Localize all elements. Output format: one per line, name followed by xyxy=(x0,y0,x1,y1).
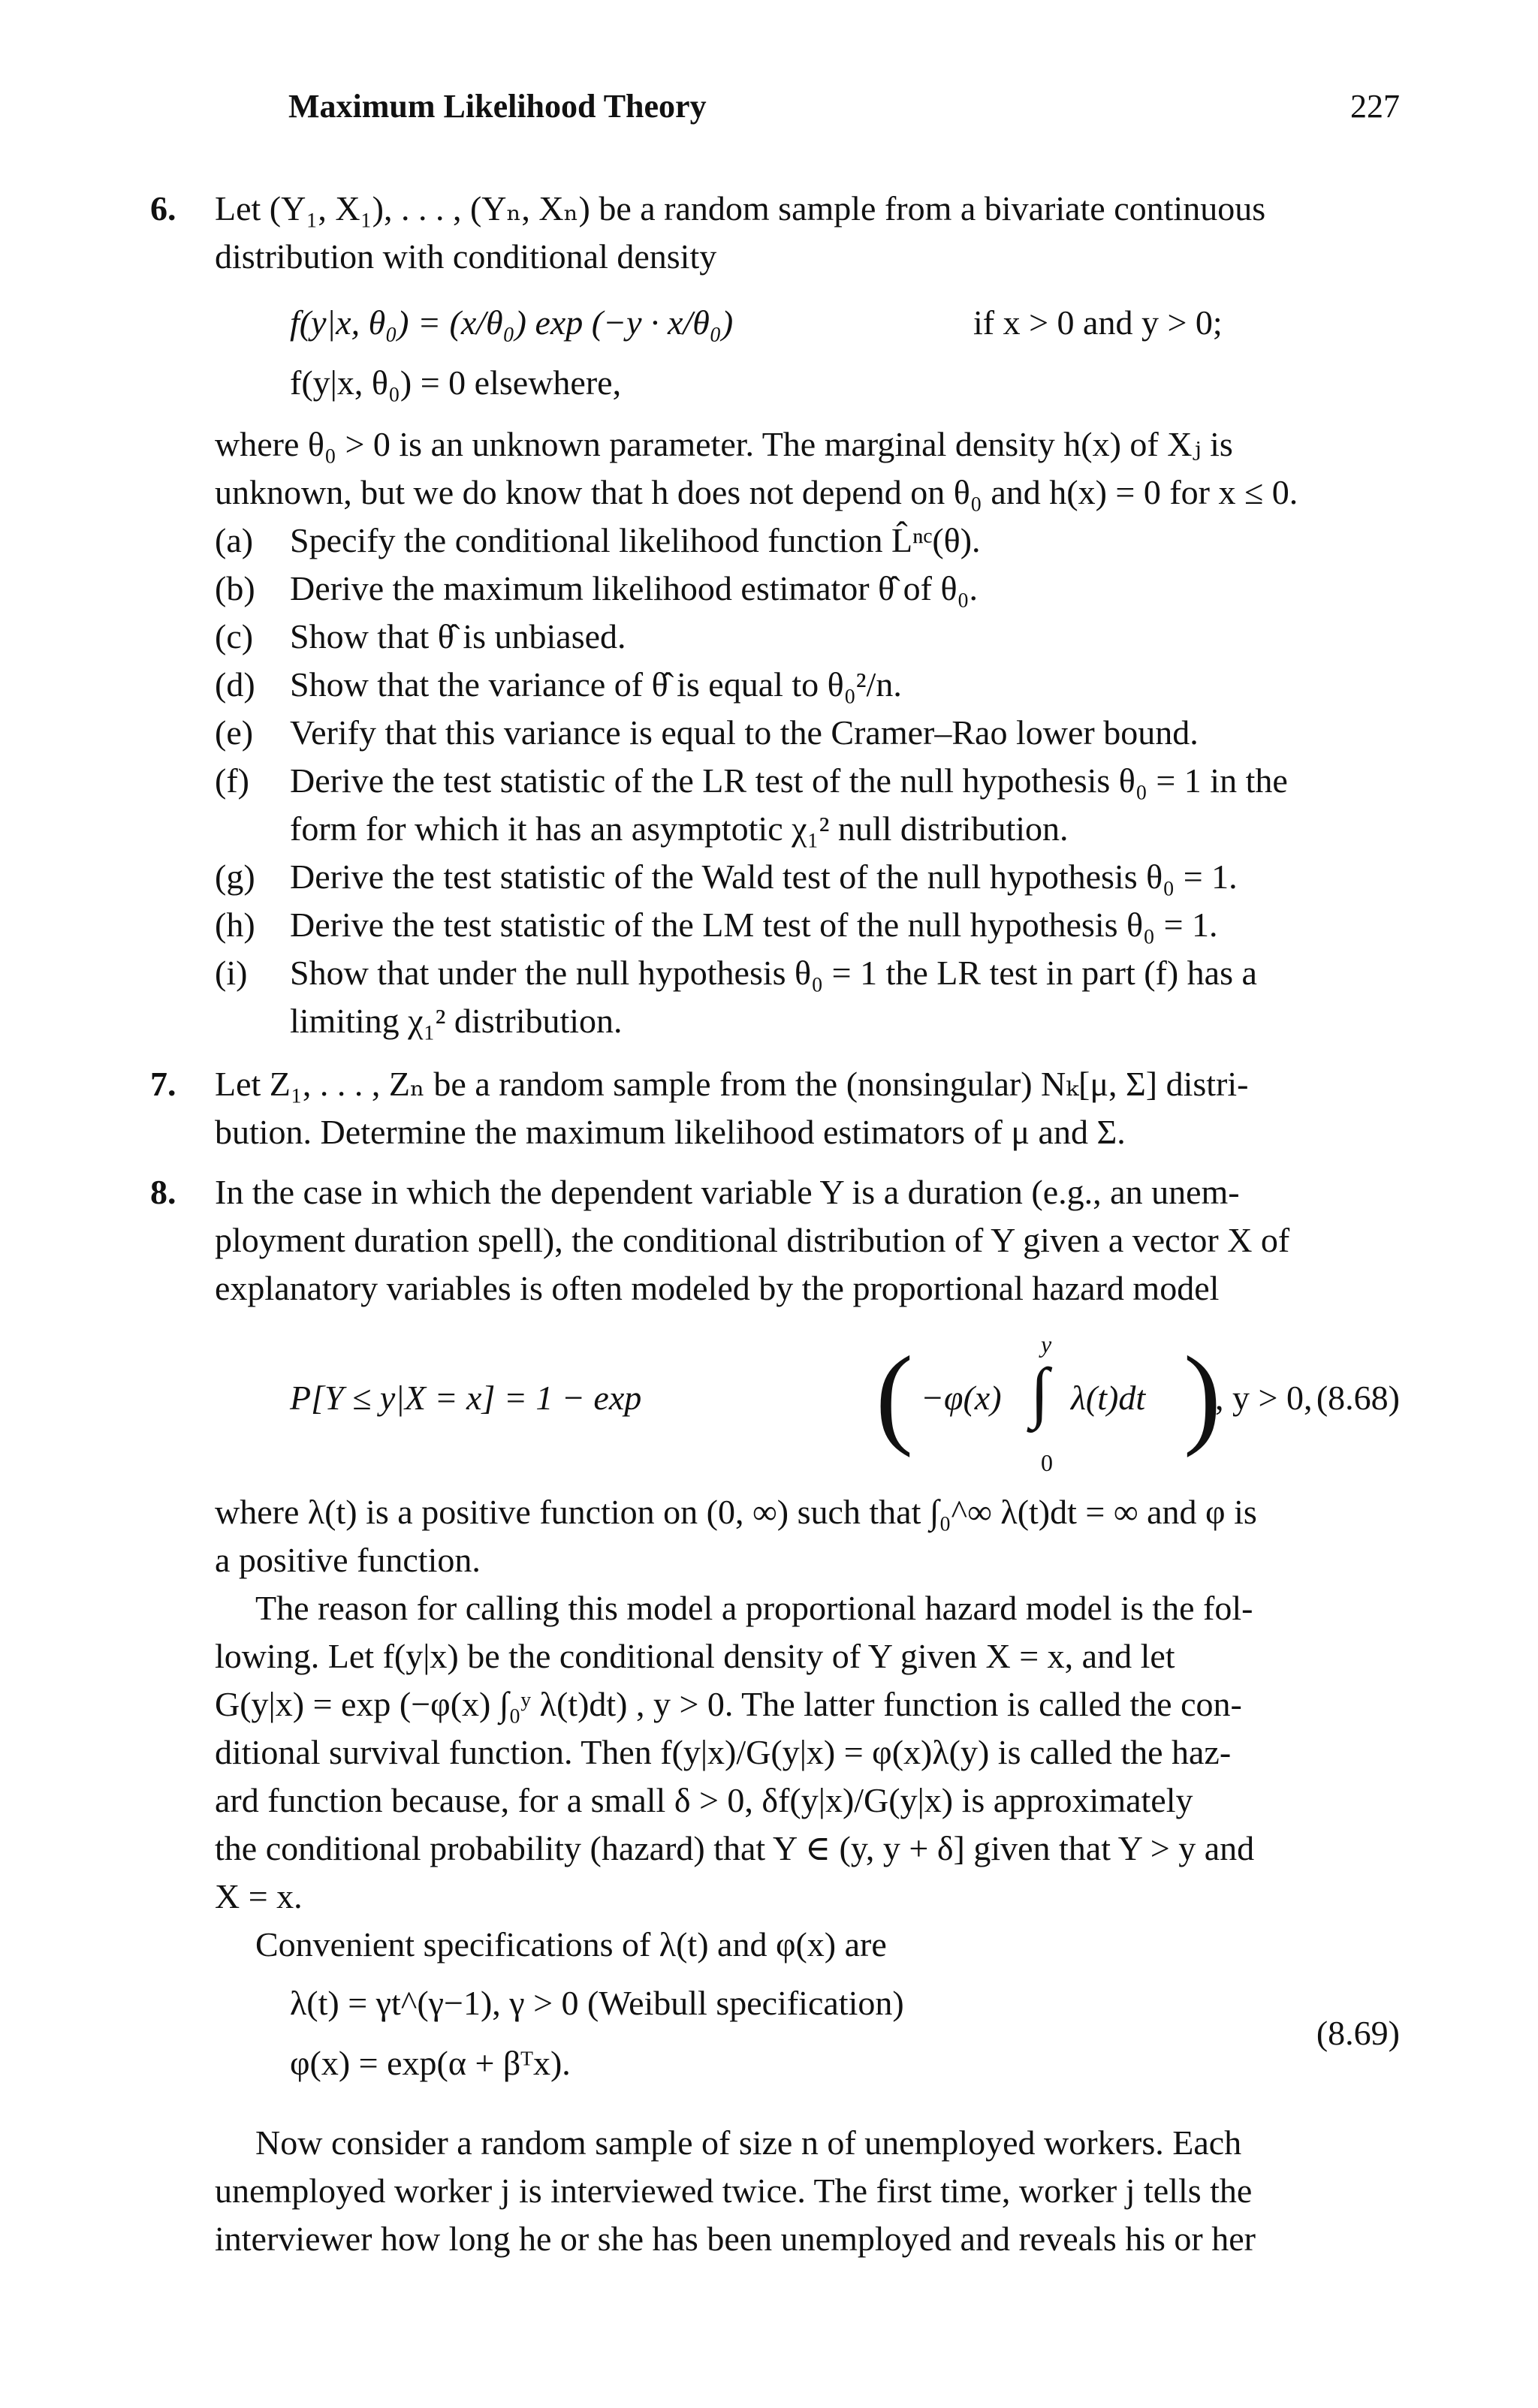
text-line: Now consider a random sample of size n of unemployed workers. Each xyxy=(255,2123,1242,2162)
problem-8 xyxy=(150,1168,1400,2340)
problem-number: 6. xyxy=(150,189,176,228)
subquestion-label: (b) xyxy=(215,569,255,607)
subquestion-text: Show that under the null hypothesis θ₀ = 1 the LR test in part (f) has a xyxy=(290,954,1257,992)
text-line: G(y|x) = exp (−φ(x) ∫₀ʸ λ(t)dt) , y > 0. The latter function is called the con- xyxy=(215,1685,1242,1723)
equation-condition: if x > 0 and y > 0; xyxy=(973,303,1223,342)
problem-number: 7. xyxy=(150,1065,176,1103)
text-line: bution. Determine the maximum likelihood estimators of μ and Σ. xyxy=(215,1113,1126,1151)
text-line: The reason for calling this model a proportional hazard model is the fol- xyxy=(255,1589,1253,1627)
text-line: unemployed worker j is interviewed twice. The first time, worker j tells the xyxy=(215,2171,1253,2210)
left-paren: ( xyxy=(876,1334,913,1458)
equation-density: f(y|x, θ₀) = (x/θ₀) exp (−y · x/θ₀) xyxy=(290,303,734,342)
text-line: distribution with conditional density xyxy=(215,237,717,276)
subquestion-text-cont: form for which it has an asymptotic χ₁² null distribution. xyxy=(290,809,1069,848)
text-line: Let Z₁, . . . , Zₙ be a random sample from the (nonsingular) Nₖ[μ, Σ] distri- xyxy=(215,1065,1249,1103)
subquestion-label: (d) xyxy=(215,665,255,704)
subquestion-text: Show that the variance of θ̂ is equal to θ₀²/n. xyxy=(290,665,902,704)
problem-number: 8. xyxy=(150,1173,176,1211)
subquestion-label: (g) xyxy=(215,857,255,896)
subquestion-text: Show that θ̂ is unbiased. xyxy=(290,617,626,655)
subquestion-label: (e) xyxy=(215,713,254,752)
text-line: where θ₀ > 0 is an unknown parameter. The marginal density h(x) of Xⱼ is xyxy=(215,425,1233,463)
problem-6 xyxy=(150,185,1400,1056)
text-line: a positive function. xyxy=(215,1541,481,1579)
text-line: ditional survival function. Then f(y|x)/G(y|x) = φ(x)λ(y) is called the haz- xyxy=(215,1733,1232,1771)
integral-sign: ∫ xyxy=(1030,1355,1049,1430)
text-line: X = x. xyxy=(215,1877,303,1915)
subquestion-text: Derive the maximum likelihood estimator θ̂ of θ₀. xyxy=(290,569,979,607)
equation-8-68 xyxy=(215,1312,1400,1485)
equation-condition: , y > 0, xyxy=(1215,1379,1313,1417)
integral-upper-limit: y xyxy=(1041,1331,1052,1358)
subquestion-label: (f) xyxy=(215,761,249,800)
text-line: lowing. Let f(y|x) be the conditional density of Y given X = x, and let xyxy=(215,1637,1175,1675)
equation-number: (8.69) xyxy=(1316,2014,1400,2052)
text-line: interviewer how long he or she has been unemployed and reveals his or her xyxy=(215,2220,1256,2258)
equation-8-69 xyxy=(215,1979,1400,2092)
equation-phi: φ(x) = exp(α + βᵀx). xyxy=(290,2044,571,2082)
equation-elsewhere: f(y|x, θ₀) = 0 elsewhere, xyxy=(290,363,622,402)
text-line: where λ(t) is a positive function on (0, ∞) such that ∫₀^∞ λ(t)dt = ∞ and φ is xyxy=(215,1493,1257,1531)
subquestion-text: Derive the test statistic of the LM test of the null hypothesis θ₀ = 1. xyxy=(290,906,1218,944)
problem-7 xyxy=(150,1060,1400,1165)
subquestion-text: Verify that this variance is equal to the Cramer–Rao lower bound. xyxy=(290,713,1199,752)
subquestion-text: Derive the test statistic of the Wald test of the null hypothesis θ₀ = 1. xyxy=(290,857,1238,896)
right-paren: ) xyxy=(1184,1334,1221,1458)
equation-weibull: λ(t) = γt^(γ−1), γ > 0 (Weibull specification) xyxy=(290,1984,904,2022)
running-title: Maximum Likelihood Theory xyxy=(288,88,707,125)
text-line: Convenient specifications of λ(t) and φ(x) are xyxy=(255,1925,887,1963)
subquestion-text: Specify the conditional likelihood function L̂ⁿᶜ(θ). xyxy=(290,521,981,559)
subquestion-text: Derive the test statistic of the LR test of the null hypothesis θ₀ = 1 in the xyxy=(290,761,1288,800)
subquestion-text-cont: limiting χ₁² distribution. xyxy=(290,1002,623,1040)
equation-number: (8.68) xyxy=(1316,1379,1400,1417)
text-line: Let (Y₁, X₁), . . . , (Yₙ, Xₙ) be a random sample from a bivariate continuous xyxy=(215,189,1266,228)
subquestion-label: (h) xyxy=(215,906,255,944)
page-number: 227 xyxy=(1350,88,1400,125)
running-header xyxy=(288,83,1400,135)
subquestion-label: (a) xyxy=(215,521,254,559)
equation-inner: −φ(x) xyxy=(921,1379,1002,1417)
text-line: the conditional probability (hazard) that Y ∈ (y, y + δ] given that Y > y and xyxy=(215,1829,1255,1867)
subquestion-label: (i) xyxy=(215,954,248,992)
subquestion-label: (c) xyxy=(215,617,254,655)
integrand: λ(t)dt xyxy=(1071,1379,1146,1417)
text-line: In the case in which the dependent variable Y is a duration (e.g., an unem- xyxy=(215,1173,1240,1211)
text-line: ployment duration spell), the conditional distribution of Y given a vector X of xyxy=(215,1221,1290,1259)
integral-lower-limit: 0 xyxy=(1041,1449,1053,1476)
text-line: unknown, but we do know that h does not depend on θ₀ and h(x) = 0 for x ≤ 0. xyxy=(215,473,1298,511)
text-line: explanatory variables is often modeled by the proportional hazard model xyxy=(215,1269,1220,1307)
text-line: ard function because, for a small δ > 0, δf(y|x)/G(y|x) is approximately xyxy=(215,1781,1193,1819)
equation-lhs: P[Y ≤ y|X = x] = 1 − exp xyxy=(290,1379,642,1417)
